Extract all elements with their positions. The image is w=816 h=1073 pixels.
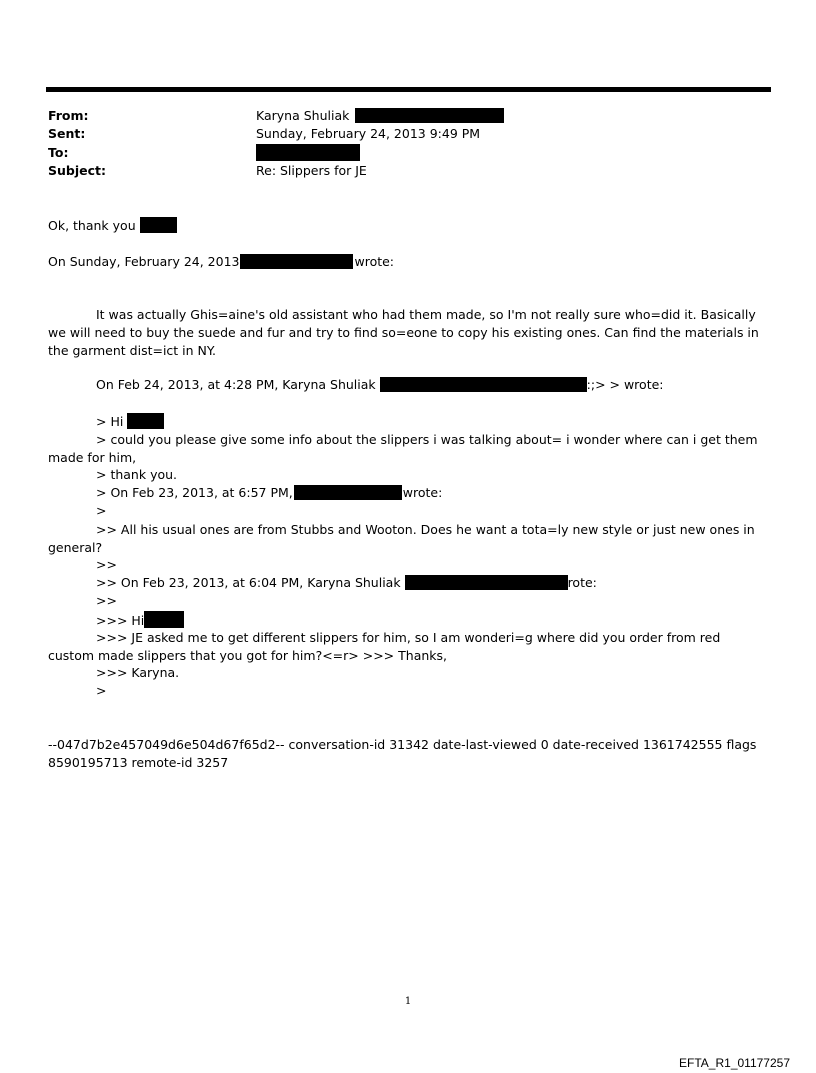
- attribution-prefix: On Sunday, February 24, 2013: [48, 254, 240, 269]
- quoted-paragraph: >>> JE asked me to get different slippers for him, so I am wonderi=g where did you order from red custom made slippers that you got for him?<=r> >>> Thanks,: [48, 630, 721, 663]
- redaction-box: [380, 377, 587, 392]
- quoted-line: >>> Karyna.: [96, 665, 180, 680]
- redaction-box: [140, 217, 177, 233]
- metadata-paragraph: --047d7b2e457049d6e504d67f65d2-- conversation-id 31342 date-last-viewed 0 date-received 1361742555 flags 8590195713 remote-id 3257: [48, 737, 757, 770]
- quoted-attribution-suffix: :;> > wrote:: [586, 377, 664, 392]
- to-label: To:: [48, 145, 69, 160]
- to-value: [256, 144, 360, 161]
- redaction-box: [127, 413, 164, 429]
- message-paragraph: It was actually Ghis=aine's old assistant who had them made, so I'm not really sure who=did it. Basically we will need to buy the suede and fur and try to find so=eone to copy his existing ones. Can find the materials in the garment dist=ict in NY.: [48, 307, 759, 358]
- attribution-line: [48, 254, 394, 269]
- from-value: [256, 108, 504, 123]
- from-name: Karyna Shuliak: [256, 108, 350, 123]
- quoted-attribution-suffix: rote:: [567, 575, 597, 590]
- quoted-line: >: [96, 503, 107, 518]
- quoted-paragraph: > could you please give some info about the slippers i was talking about= i wonder where can i get them made for him,: [48, 432, 758, 465]
- redaction-box: [294, 485, 402, 500]
- redaction-box: [240, 254, 353, 269]
- redaction-box: [355, 108, 504, 123]
- subject-label: Subject:: [48, 163, 106, 178]
- sent-value: Sunday, February 24, 2013 9:49 PM: [256, 126, 481, 141]
- document-id: EFTA_R1_01177257: [679, 1056, 790, 1070]
- redaction-box: [256, 144, 360, 161]
- quoted-line: > thank you.: [96, 467, 178, 482]
- quoted-line: [96, 413, 164, 429]
- header-rule: [46, 87, 771, 92]
- from-label: From:: [48, 108, 89, 123]
- quoted-line: [96, 611, 184, 628]
- quoted-text: > Hi: [96, 414, 124, 429]
- sent-label: Sent:: [48, 126, 86, 141]
- attribution-suffix: wrote:: [354, 254, 395, 269]
- quoted-line: >: [96, 683, 107, 698]
- quoted-line: >>: [96, 593, 117, 608]
- reply-text: Ok, thank you: [48, 218, 136, 233]
- quoted-line: >>: [96, 557, 117, 572]
- redaction-box: [405, 575, 568, 590]
- quoted-attribution-feb23-657: [96, 485, 442, 500]
- page-number: 1: [404, 996, 412, 1007]
- quoted-paragraph: >> All his usual ones are from Stubbs and Wooton. Does he want a tota=ly new style or just new ones in general?: [48, 522, 755, 555]
- quoted-attribution-feb24: [96, 377, 664, 392]
- quoted-attribution-suffix: wrote:: [402, 485, 443, 500]
- quoted-attribution-prefix: > On Feb 23, 2013, at 6:57 PM,: [96, 485, 293, 500]
- quoted-attribution-feb23-604: [96, 575, 597, 590]
- subject-value: Re: Slippers for JE: [256, 163, 367, 178]
- quoted-text: >>> Hi: [96, 613, 145, 628]
- redaction-box: [144, 611, 184, 628]
- quoted-attribution-prefix: >> On Feb 23, 2013, at 6:04 PM, Karyna Shuliak: [96, 575, 401, 590]
- reply-line: [48, 217, 177, 233]
- quoted-attribution-prefix: On Feb 24, 2013, at 4:28 PM, Karyna Shuliak: [96, 377, 376, 392]
